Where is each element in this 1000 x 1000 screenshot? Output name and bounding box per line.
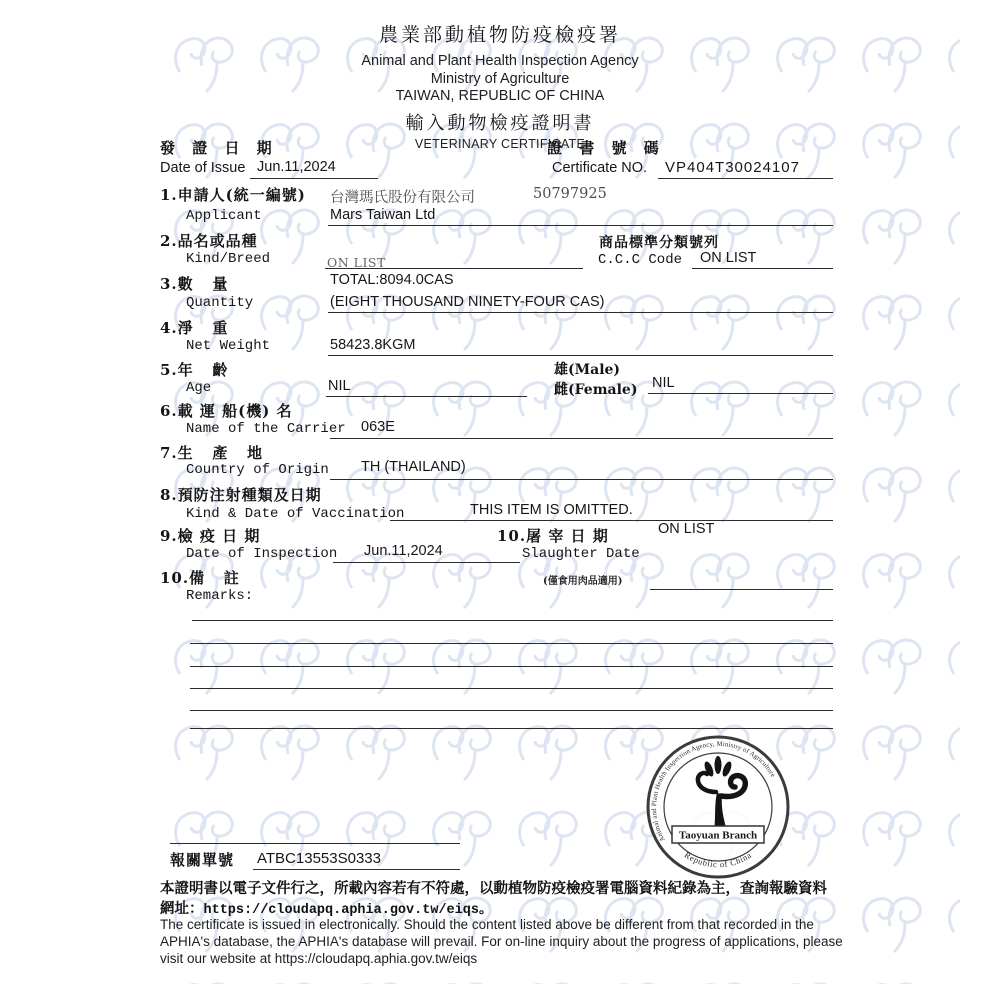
kind-breed-label-en: Kind/Breed bbox=[186, 251, 271, 267]
origin-label-en: Country of Origin bbox=[186, 462, 329, 478]
slaughter-note: (僅食用肉品適用) bbox=[543, 576, 623, 587]
certificate-no-label-zh: 證 書 號 碼 bbox=[547, 139, 665, 157]
net-weight-label-en: Net Weight bbox=[186, 338, 271, 354]
footer-en-line3: visit our website at https://cloudapq.aphia.gov.tw/eiqs bbox=[160, 951, 478, 966]
certificate-no-line bbox=[658, 178, 833, 179]
ccc-value: ON LIST bbox=[700, 250, 757, 266]
remarks-blank-line bbox=[190, 666, 833, 667]
agency-title-en: Animal and Plant Health Inspection Agency bbox=[361, 53, 639, 69]
slaughter-label-zh: 10.屠 宰 日 期 bbox=[497, 527, 609, 545]
document-header bbox=[160, 20, 840, 151]
taoyuan-branch-seal bbox=[642, 731, 794, 883]
female-value: NIL bbox=[652, 375, 675, 391]
vaccination-value: THIS ITEM IS OMITTED. bbox=[470, 502, 633, 518]
age-value: NIL bbox=[328, 378, 351, 394]
applicant-uid: 50797925 bbox=[533, 186, 607, 202]
remarks-blank-line bbox=[190, 710, 833, 711]
remarks-label-en: Remarks: bbox=[186, 588, 254, 604]
vaccination-line bbox=[390, 520, 833, 521]
ccc-line bbox=[692, 268, 833, 269]
age-line bbox=[326, 396, 527, 397]
net-weight-label-zh: 4.淨 重 bbox=[160, 319, 229, 337]
quantity-line bbox=[328, 312, 833, 313]
footer-url-prefix: 網址： bbox=[160, 900, 204, 917]
origin-label-zh: 7.生 產 地 bbox=[160, 444, 263, 462]
kind-breed-value: ON LIST bbox=[327, 255, 386, 270]
net-weight-value: 58423.8KGM bbox=[330, 337, 416, 353]
footer-en-line2: APHIA's database, the APHIA's database will prevail. For on-line inquiry about the progress of applications, please bbox=[160, 934, 843, 949]
footer-en-block bbox=[160, 916, 850, 967]
carrier-label-zh: 6.載 運 船(機) 名 bbox=[160, 402, 293, 420]
female-label: 雌(Female) bbox=[554, 382, 638, 398]
agency-title-zh: 農業部動植物防疫檢疫署 bbox=[378, 24, 621, 46]
slaughter-label-en: Slaughter Date bbox=[522, 546, 640, 562]
inspection-label-zh: 9.檢 疫 日 期 bbox=[160, 527, 261, 545]
seal-arc-top-text: Animal and Plant Health Inspection Agency, Ministry of Agriculture bbox=[650, 740, 777, 843]
slaughter-value: ON LIST bbox=[658, 521, 715, 537]
quantity-value-total: TOTAL:8094.0CAS bbox=[330, 272, 454, 288]
applicant-value-en: Mars Taiwan Ltd bbox=[330, 207, 436, 223]
age-label-zh: 5.年 齡 bbox=[160, 361, 229, 379]
female-line bbox=[648, 393, 833, 394]
ministry-title: Ministry of Agriculture bbox=[430, 70, 570, 87]
country-title: TAIWAN, REPUBLIC OF CHINA bbox=[395, 88, 605, 104]
seal-banner-text: Taoyuan Branch bbox=[678, 829, 758, 842]
doc-title-en: VETERINARY CERTIFICATE bbox=[414, 136, 586, 151]
kind-breed-line bbox=[325, 268, 583, 269]
footer-url: https://cloudapq.aphia.gov.tw/eiqs。 bbox=[203, 903, 493, 918]
male-label: 雄(Male) bbox=[554, 362, 621, 378]
footer-zh-line2 bbox=[160, 897, 492, 918]
certificate-no-label-en: Certificate NO. bbox=[552, 160, 648, 176]
ccc-label-zh: 商品標準分類號列 bbox=[599, 235, 719, 251]
applicant-label-en: Applicant bbox=[186, 208, 262, 224]
age-label-en: Age bbox=[186, 380, 212, 396]
customs-label-zh: 報關單號 bbox=[170, 851, 235, 869]
inspection-value: Jun.11,2024 bbox=[364, 543, 443, 559]
inspection-line bbox=[333, 562, 520, 563]
remarks-blank-line bbox=[190, 688, 833, 689]
quantity-label-en: Quantity bbox=[186, 295, 254, 311]
carrier-value: 063E bbox=[361, 419, 395, 435]
remarks-blank-line bbox=[192, 620, 833, 621]
doc-title-zh: 輸入動物檢疫證明書 bbox=[405, 112, 595, 134]
remarks-blank-line bbox=[190, 728, 833, 729]
applicant-label-zh: 1.申請人(統一編號) bbox=[160, 186, 306, 204]
origin-line bbox=[330, 479, 833, 480]
issue-date-value: Jun.11,2024 bbox=[257, 159, 336, 175]
issue-date-label-en: Date of Issue bbox=[160, 160, 246, 176]
vaccination-label-en: Kind & Date of Vaccination bbox=[186, 506, 405, 522]
net-weight-line bbox=[328, 355, 833, 356]
vaccination-label-zh: 8.預防注射種類及日期 bbox=[160, 486, 322, 504]
carrier-line bbox=[330, 438, 833, 439]
carrier-label-en: Name of the Carrier bbox=[186, 421, 346, 437]
issue-date-label-zh: 發 證 日 期 bbox=[160, 139, 278, 157]
remarks-label-zh: 10.備 註 bbox=[160, 569, 240, 587]
seal-banner bbox=[672, 826, 764, 843]
certificate-no-value: VP404T30024107 bbox=[665, 159, 800, 176]
quantity-value-words: (EIGHT THOUSAND NINETY-FOUR CAS) bbox=[330, 294, 605, 310]
slaughter-line bbox=[650, 589, 833, 590]
footer-zh-line1: 本證明書以電子文件行之，所載內容若有不符處，以動植物防疫檢疫署電腦資料紀錄為主，查詢報驗資料 bbox=[160, 880, 827, 897]
customs-line-bottom bbox=[253, 869, 460, 870]
issue-date-line bbox=[250, 178, 378, 179]
remarks-blank-line bbox=[190, 643, 833, 644]
customs-value: ATBC13553S0333 bbox=[257, 850, 381, 867]
kind-breed-label-zh: 2.品名或品種 bbox=[160, 232, 258, 250]
ccc-label-en: C.C.C Code bbox=[598, 252, 683, 268]
applicant-value-zh: 台灣瑪氏股份有限公司 bbox=[330, 190, 475, 206]
applicant-line bbox=[328, 225, 833, 226]
footer-en-line1: The certificate is issued in electronically. Should the content listed above be different from that recorded in the bbox=[160, 917, 814, 932]
seal-arc-bottom-text: Republic of China bbox=[682, 849, 754, 870]
quantity-label-zh: 3.數 量 bbox=[160, 275, 229, 293]
origin-value: TH (THAILAND) bbox=[361, 459, 466, 475]
inspection-label-en: Date of Inspection bbox=[186, 546, 338, 562]
customs-line-top bbox=[170, 843, 460, 844]
